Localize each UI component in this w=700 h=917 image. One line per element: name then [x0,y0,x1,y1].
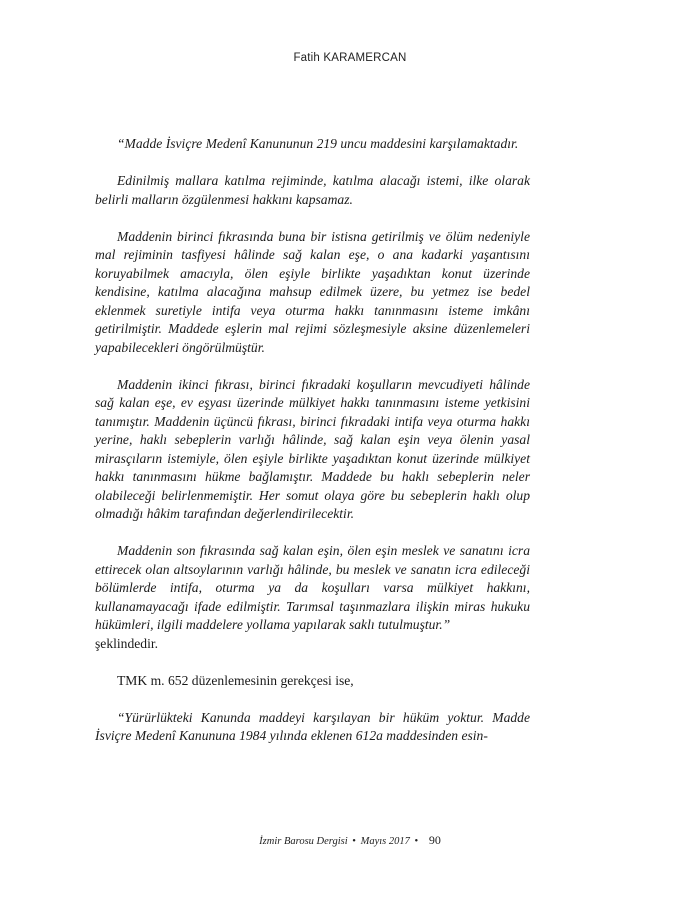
issue-date: Mayıs 2017 [360,836,410,847]
author-name: Fatih KARAMERCAN [293,52,407,64]
page-body [95,135,530,746]
quote-paragraph-4: Maddenin ikinci fıkrası, birinci fıkradaki koşulların mevcudiyeti hâlinde sağ kalan eşe, ev eşyası üzerinde mülkiyet hakkı tanınmasını isteme yetkisini tanımıştır. Maddenin üçüncü fıkrası, birinci fıkradaki intifa veya oturma hakkı yerine, haklı sebeplerin varlığı hâlinde, sağ kalan eşin veya ölenin yasal mirasçıların istemiyle, ölen eşiyle birlikte yaşadıktan konut üzerinde mülkiyet hakkı tanınmasını hükme bağlamıştır. Maddede bu haklı sebeplerin neler olabileceği belirlenmemiştir. Her somut olaya göre bu sebeplerin haklı olup olmadığı hâkim tarafından değerlendirilecektir. [95,376,530,521]
closing-line [95,635,530,654]
page-number: 90 [428,833,441,847]
footer-separator-1: • [352,836,356,847]
quote-paragraph-3: Maddenin birinci fıkrasında buna bir istisna getirilmiş ve ölüm nedeniyle mal rejiminin tasfiyesi hâlinde sağ kalan eşe, o ana kadarki yaşantısını koruyabilmek amacıyla, ölen eşiyle birlikte yaşadıktan konut üzerinde kendisine, katılma alacağına mahsup edilmek üzere, bu yetmez ise bedel eklenmek suretiyle intifa veya oturma hakkı tanınmasını isteme imkânı getirilmiştir. Maddede eşlerin mal rejimi sözleşmesiyle aksine düzenlemeleri yapabilecekleri öngörülmüştür. [95,228,530,355]
body-paragraph-tmk: TMK m. 652 düzenlemesinin gerekçesi ise, [117,672,354,688]
page-footer [0,833,700,848]
quote-paragraph-2: Edinilmiş mallara katılma rejiminde, katılma alacağı istemi, ilke olarak belirli malların özgülenmesi hakkını kapsamaz. [95,173,530,207]
footer-separator-2: • [414,836,419,847]
quote-paragraph-6: “Yürürlükteki Kanunda maddeyi karşılayan bir hüküm yoktur. Madde İsviçre Medenî Kanununa 1984 yılında eklenen 612a maddesinden esin- [95,709,530,743]
closing-text: şeklindedir. [95,635,159,651]
quote-paragraph-1: “Madde İsviçre Medenî Kanununun 219 uncu maddesini karşılamaktadır. [117,136,519,151]
quote-paragraph-5-text: Maddenin son fıkrasında sağ kalan eşin, ölen eşin meslek ve sanatını icra ettirecek olan altsoylarının varlığı hâlinde, bu meslek ve sanatın icra edileceği bölümlerde intifa, oturma ya da koşulları varsa mülkiyet hakkını, kullanamayacağı ifade edilmiştir. Tarımsal taşınmazlara ilişkin miras hukuku hükümleri, ilgili maddelere yollama yapılarak saklı tutulmuştur.” [95,543,530,632]
quote-paragraph-5 [95,542,530,635]
journal-name: İzmir Barosu Dergisi [259,836,348,847]
running-header [0,52,700,64]
